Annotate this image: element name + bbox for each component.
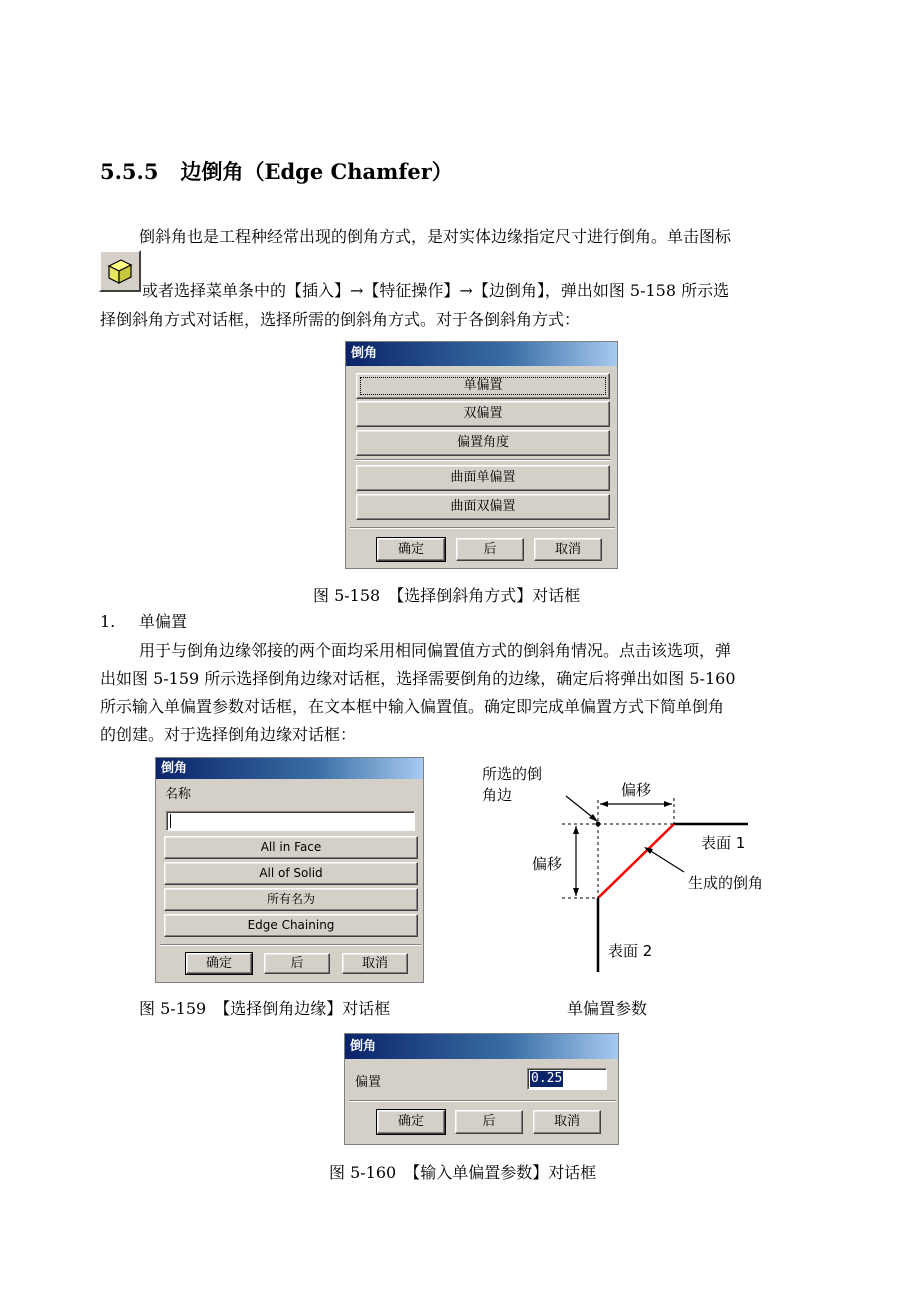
divider	[349, 1100, 616, 1102]
section-number: 5.5.5	[100, 159, 159, 184]
surface-2-label: 表面 2	[608, 942, 653, 960]
single-offset-button[interactable]: 单偏置	[356, 373, 610, 399]
intro-line-3: 择倒斜角方式对话框，选择所需的倒斜角方式。对于各倒斜角方式：	[100, 310, 581, 329]
back-button[interactable]: 后	[264, 953, 330, 974]
offset-label: 偏置	[355, 1075, 382, 1090]
result-leader	[646, 848, 684, 872]
all-of-solid-button[interactable]: All of Solid	[164, 862, 418, 885]
back-button[interactable]: 后	[455, 1110, 523, 1134]
figure-caption-159: 图 5-159 【选择倒角边缘】对话框	[139, 999, 391, 1018]
figure-caption-160: 图 5-160 【输入单偏置参数】对话框	[329, 1163, 597, 1182]
text-cursor	[170, 814, 171, 828]
divider	[350, 527, 615, 529]
para2-line-2: 出如图 5-159 所示选择倒角边缘对话框，选择需要倒角的边缘，确定后将弹出如图 5-160	[100, 669, 736, 688]
list-item-title: 单偏置	[139, 612, 188, 631]
arrowhead	[573, 826, 579, 834]
list-item-number: 1.	[100, 612, 116, 631]
edge-chamfer-toolbar-button[interactable]	[99, 250, 141, 292]
name-label: 名称	[165, 787, 192, 802]
chamfer-line	[598, 824, 674, 898]
single-offset-diagram	[470, 760, 790, 980]
section-title: 边倒角（Edge Chamfer）	[180, 159, 453, 184]
ok-button[interactable]: 确定	[186, 953, 252, 974]
offset-label-top: 偏移	[621, 781, 652, 799]
all-named-button[interactable]: 所有名为	[164, 888, 418, 911]
chamfer-method-dialog	[345, 341, 618, 569]
cancel-button[interactable]: 取消	[534, 538, 602, 561]
selected-edge-label-2: 角边	[482, 786, 513, 804]
intro-line-2: 或者选择菜单条中的【插入】→【特征操作】→【边倒角】，弹出如图 5-158 所示选	[142, 281, 730, 300]
double-offset-button[interactable]: 双偏置	[356, 401, 610, 427]
offset-input[interactable]	[527, 1068, 607, 1090]
para2-line-1: 用于与倒角边缘邻接的两个面均采用相同偏置值方式的倒斜角情况。点击该选项，弹	[139, 641, 732, 660]
single-offset-dialog	[344, 1033, 619, 1145]
cancel-button[interactable]: 取消	[533, 1110, 601, 1134]
edge-chaining-button[interactable]: Edge Chaining	[164, 914, 418, 937]
offset-value: 0.25	[531, 1071, 563, 1086]
intro-line-1: 倒斜角也是工程种经常出现的倒角方式，是对实体边缘指定尺寸进行倒角。单击图标	[139, 227, 732, 246]
all-in-face-button[interactable]: All in Face	[164, 836, 418, 859]
back-button[interactable]: 后	[456, 538, 524, 561]
arrowhead	[664, 801, 672, 807]
offset-label-left: 偏移	[532, 855, 563, 873]
section-heading	[100, 156, 453, 186]
diagram-caption: 单偏置参数	[567, 999, 648, 1018]
surface-single-offset-button[interactable]: 曲面单偏置	[356, 465, 610, 491]
arrowhead	[573, 888, 579, 896]
surface-1-label: 表面 1	[701, 834, 746, 852]
ok-button[interactable]: 确定	[377, 538, 445, 561]
selected-edge-label-1: 所选的倒	[482, 765, 543, 783]
result-label: 生成的倒角	[688, 874, 764, 892]
divider	[160, 944, 421, 946]
cancel-button[interactable]: 取消	[342, 953, 408, 974]
offset-angle-button[interactable]: 偏置角度	[356, 430, 610, 456]
figure-caption-158: 图 5-158 【选择倒斜角方式】对话框	[313, 586, 581, 605]
dialog-title: 倒角	[156, 758, 423, 779]
dialog-title: 倒角	[345, 1034, 618, 1059]
divider	[354, 459, 611, 461]
name-input[interactable]	[166, 811, 415, 831]
para2-line-4: 的创建。对于选择倒角边缘对话框：	[100, 725, 357, 744]
surface-double-offset-button[interactable]: 曲面双偏置	[356, 494, 610, 520]
selected-edge-point	[596, 822, 601, 827]
chamfer-cube-icon	[101, 252, 139, 290]
select-edge-dialog	[155, 757, 424, 983]
para2-line-3: 所示输入单偏置参数对话框，在文本框中输入偏置值。确定即完成单偏置方式下简单倒角	[100, 697, 725, 716]
dialog-title: 倒角	[346, 342, 617, 366]
arrowhead	[600, 801, 608, 807]
ok-button[interactable]: 确定	[377, 1110, 445, 1134]
